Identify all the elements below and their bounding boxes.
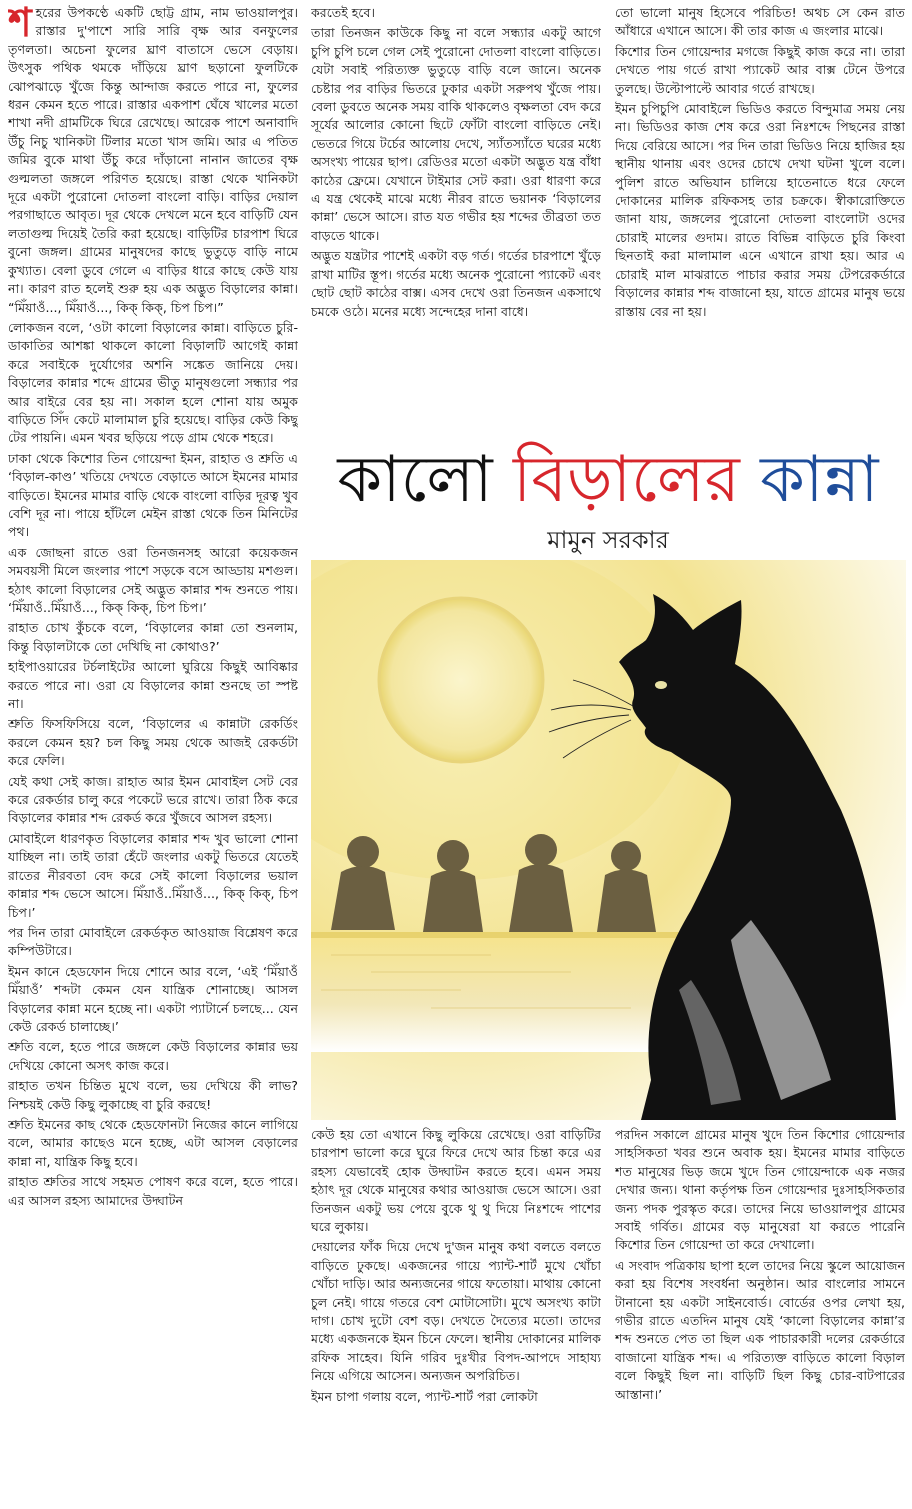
paragraph: তারা তিনজন কাউকে কিছু না বলে সন্ধ্যার একটু আগে চুপি চুপি চলে গেল সেই পুরোনো দোতলা বাংলো বাড়িতে। যেটা সবাই পরিত্যক্ত ভুতুড়ে বাড়ি বলে জানে। অনেক চেষ্টার পর বাড়ির ভিতরে ঢুকার একটা সরুপথ খুঁজে পায়। বেলা ডুবতে অনেক সময় বাকি থাকলেও বৃক্ষলতা বেদ করে সূর্যের আলোর কোনো ছিটে ফোঁটা বাংলো বাড়িতে নেই। ভেতরে গিয়ে টর্চের আলোয় দেখে, স্যাঁতস্যাঁতে ঘরের মধ্যে অসংখ্য পায়ের ছাপ। রেডিওর মতো একটা অদ্ভুত যন্ত্র বাঁধা কাঠের ফ্রেমে। যেখানে টাইমার সেট করা। ওরা ধারণা করে এ যন্ত্র থেকেই মাঝে মধ্যে নীরব রাতে ভয়ানক ‘বিড়ালের কান্না’ ভেসে আসে। রাত যত গভীর হয় শব্দের তীব্রতা তত বাড়তে থাকে। — [311, 25, 601, 243]
paragraph: শ্রুতি ইমনের কাছ থেকে হেডফোনটা নিজের কানে লাগিয়ে বলে, আমার কাছেও মনে হচ্ছে, এটা আসল বেড়ালের কান্না না, যান্ত্রিক কিছু হবে। — [8, 1116, 298, 1169]
paragraph: হরের উপকণ্ঠে একটি ছোট্ট গ্রাম, নাম ভাওয়ালপুর। রাস্তার দু'পাশে সারি সারি বৃক্ষ আর বনফুলের তৃণলতা। অচেনা ফুলের ঘ্রাণ বাতাসে ভেসে বেড়ায়। উৎসুক পথিক থমকে দাঁড়িয়ে ঘ্রাণ ছড়ানো ফুলটিকে ঝোপঝাড়ে খুঁজে কিন্তু আন্দাজ করতে পারে না, ফুলের ধরন কেমন হতে পারে। রাস্তার একপাশ ঘেঁষে খালের মতো শাখা নদী গ্রামটিকে ঘিরে রেখেছে। আরেক পাশে অনাবাদি উঁচু নিচু খানিকটা টিলার মতো খাস জমি। আর এ পতিত জমির বুকে মাথা উঁচু করে দাঁড়ানো নানান জাতের বৃক্ষ গুল্মলতা জঙ্গলে পরিণত হয়েছে। রাস্তা থেকে খানিকটা দূরে একটা পুরোনো দোতলা বাংলো বাড়ি। বাড়ির দেয়াল পরগাছাতে আবৃত। দূর থেকে দেখলে মনে হবে বাড়িটি যেন লতাগুল্ম দিয়েই তৈরি করা হয়েছে। বাড়িটির চারপাশ ঘিরে বুনো জঙ্গল। গ্রামের মানুষদের কাছে ভুতুড়ে বাড়ি নামে কুখ্যাত। বেলা ডুবে গেলে এ বাড়ির ধারে কাছে কেউ যায় না। কারণ রাত হলেই শুরু হয় এক অদ্ভুত বিড়ালের কান্না। “মিঁয়াওঁ..., মিঁয়াওঁ..., কিক্ কিক্, চিপ চিপ।” — [8, 5, 298, 315]
paragraph: কেউ হয় তো এখানে কিছু লুকিয়ে রেখেছে। ওরা বাড়িটির চারপাশ ভালো করে ঘুরে ফিরে দেখে আর চিন্তা করে এর রহস্য যেভাবেই হোক উদ্ঘাটন করতে হবে। এমন সময় হঠাৎ দূর থেকে মানুষের কথার আওয়াজ ভেসে আসে। ওরা তিনজন একটু ভয় পেয়ে বুকে থু থু দিয়ে নিঃশব্দে পাশের ঘরে লুকায়। — [311, 1127, 601, 1235]
paragraph: রাহাত তখন চিন্তিত মুখে বলে, ভয় দেখিয়ে কী লাভ? নিশ্চয়ই কেউ কিছু লুকাচ্ছে বা চুরি করছে! — [8, 1078, 298, 1112]
paragraph: লোকজন বলে, ‘ওটা কালো বিড়ালের কান্না। বাড়িতে চুরি-ডাকাতির আশঙ্কা থাকলে কালো বিড়ালটি আগেই কান্না করে সবাইকে দুর্যোগের অশনি সঙ্কেত জানিয়ে দেয়। বিড়ালের কান্নার শব্দে গ্রামের ভীতু মানুষগুলো সন্ধ্যার পর আর বাইরে বের হয় না। সকাল হলে শোনা যায় অমুক বাড়িতে সিঁদ কেটে মালামাল চুরি হয়েছে। বাড়ির কেউ কিছু টের পায়নি। এমন খবর ছড়িয়ে পড়ে গ্রাম থেকে শহরে। — [8, 319, 298, 446]
story-column-3-top — [615, 4, 905, 414]
paragraph: এ সংবাদ পত্রিকায় ছাপা হলে তাদের নিয়ে স্কুলে আয়োজন করা হয় বিশেষ সংবর্ধনা অনুষ্ঠান। আর বাংলোর সামনে টানানো হয় একটা সাইনবোর্ড। বোর্ডের ওপর লেখা হয়, গভীর রাতে এতদিন মানুষ যেই ‘কালো বিড়ালের কান্না’র শব্দ শুনতে পেত তা ছিল এক পাচারকারী দলের রেকর্ডারে বাজানো যান্ত্রিক শব্দ। এ পরিত্যক্ত বাড়িতে কালো বিড়াল বলে কিছুই ছিল না। বাড়িটি ছিল কিছু চোর-বাটপারের আস্তানা।’ — [615, 1257, 905, 1402]
story-column-3-bottom — [615, 1126, 905, 1504]
title-word-black: কালো — [337, 443, 493, 517]
paragraph: ইমন চুপিচুপি মোবাইলে ভিডিও করতে বিন্দুমাত্র সময় নেয় না। ভিডিওর কাজ শেষ করে ওরা নিঃশব্দে পিছনের রাস্তা দিয়ে বেরিয়ে আসে। পর দিন তারা ভিডিও নিয়ে হাজির হয় স্থানীয় থানায় এবং ওদের চোখে দেখা ঘটনা খুলে বলে। পুলিশ রাতে অভিযান চালিয়ে হাতেনাতে ধরে ফেলে দোকানের মালিক রফিকসহ তার চক্রকে। স্বীকারোক্তিতে জানা যায়, জঙ্গলের পুরোনো দোতলা বাংলোটা ওদের চোরাই মালের গুদাম। রাতে বিভিন্ন বাড়িতে চুরি কিংবা ছিনতাই করা মালামাল এনে এখানে রাখা হয়। আর এ চোরাই মাল মাঝরাতে পাচার করার সময় টেপরেকর্ডারে বিড়ালের কান্নার শব্দ বাজানো হয়, যাতে গ্রামের মানুষ ভয়ে রাস্তায় বের না হয়। — [615, 101, 905, 319]
paragraph: রাহাত চোখ কুঁচকে বলে, ‘বিড়ালের কান্না তো শুনলাম, কিন্তু বিড়ালটাকে তো দেখিছি না কোথাও?’ — [8, 620, 298, 654]
paragraph: যেই কথা সেই কাজ। রাহাত আর ইমন মোবাইল সেট বের করে রেকর্ডার চালু করে পকেটে ভরে রাখে। তারা ঠিক করে বিড়ালের কান্নার শব্দ রেকর্ড করে খুঁজবে আসল রহস্য। — [8, 773, 298, 826]
story-column-2-bottom — [311, 1126, 601, 1504]
paragraph: পরদিন সকালে গ্রামের মানুষ খুদে তিন কিশোর গোয়েন্দার সাহসিকতা খবর শুনে অবাক হয়। ইমনের মামার বাড়িতে শত মানুষের ভিড় জমে খুদে তিন গোয়েন্দাকে এক নজর দেখার জন্য। থানা কর্তৃপক্ষ তিন গোয়েন্দার দুঃসাহসিকতার জন্য পদক পুরস্কৃত করে। তাদের নিয়ে ভাওয়ালপুর গ্রামের সবাই গর্বিত। গ্রামের বড় মানুষেরা যা করতে পারেনি কিশোর তিন গোয়েন্দা তা করে দেখালো। — [615, 1127, 905, 1253]
cat-eye — [655, 681, 667, 689]
story-title — [311, 440, 905, 520]
paragraph: তো ভালো মানুষ হিসেবে পরিচিত! অথচ সে কেন রাত আঁধারে এখানে আসে। কী তার কাজ এ জংলার মাঝে। — [615, 5, 905, 39]
paragraph: করতেই হবে। — [311, 5, 375, 20]
paragraph: কিশোর তিন গোয়েন্দার মগজে কিছুই কাজ করে না। তারা দেখতে পায় গর্তে রাখা প্যাকেট আর বাক্স টেনে উপরে তুলছে। উল্টোপাল্টে আবার গর্তে রাখছে। — [615, 43, 905, 96]
river-bank — [311, 932, 731, 938]
paragraph: ইমন চাপা গলায় বলে, প্যান্ট-শার্ট পরা লোকটা — [311, 1388, 538, 1404]
title-word-red: বিড়ালের — [513, 443, 740, 517]
paragraph: ইমন কানে হেডফোন দিয়ে শোনে আর বলে, ‘এই ‘মিঁয়াওঁ মিঁয়াওঁ’ শব্দটা কেমন যেন যান্ত্রিক শোনাচ্ছে। আসল বিড়ালের কান্না মনে হচ্ছে না। একটা প্যাটার্নে চলছে... যেন কেউ রেকর্ড চালাচ্ছে।’ — [8, 963, 298, 1034]
drop-cap: শ — [8, 4, 32, 46]
paragraph: পর দিন তারা মোবাইলে রেকর্ডকৃত আওয়াজ বিশ্লেষণ করে কম্পিউটারে। — [8, 924, 298, 959]
title-word-blue: কান্না — [760, 443, 879, 517]
moon — [379, 598, 543, 762]
author-byline: মামুন সরকার — [547, 526, 669, 554]
paragraph: এক জোছনা রাতে ওরা তিনজনসহ আরো কয়েকজন সমবয়সী মিলে জংলার পাশে সড়কে বসে আড্ডায় মশগুল। হঠাৎ কালো বিড়ালের সেই অদ্ভুত কান্নার শব্দ শুনতে পায়। ‘মিঁয়াওঁ..মিঁয়াওঁ..., কিক্ কিক্, চিপ চিপ।’ — [8, 544, 298, 615]
paragraph: দেয়ালের ফাঁক দিয়ে দেখে দু'জন মানুষ কথা বলতে বলতে বাড়িতে ঢুকছে। একজনের গায়ে প্যান্ট-শার্ট মুখে খোঁচা খোঁচা দাড়ি। আর অন্যজনের গায়ে ফতোয়া। মাথায় কোনো চুল নেই। গায়ে গতরে বেশ মোটাসোটা। মুখে অসংখ্য কাটা দাগ। চোখ দুটো বেশ বড়। দেখতে দৈত্যের মতো। তাদের মধ্যে একজনকে ইমন চিনে ফেলে। স্থানীয় দোকানের মালিক রফিক সাহেব। যিনি গরিব দুঃখীর বিপদ-আপদে সাহায্য নিয়ে এগিয়ে আসেন। অন্যজন অপরিচিত। — [311, 1239, 601, 1384]
story-column-1 — [8, 4, 298, 1504]
story-column-2-top — [311, 4, 601, 414]
paragraph: শ্রুতি বলে, হতে পারে জঙ্গলে কেউ বিড়ালের কান্নার ভয় দেখিয়ে কোনো অসৎ কাজ করে। — [8, 1039, 298, 1073]
paragraph: রাহাত শ্রুতির সাথে সহমত পোষণ করে বলে, হতে পারে। এর আসল রহস্য আমাদের উদ্ঘাটন — [8, 1174, 298, 1208]
paragraph: শ্রুতি ফিসফিসিয়ে বলে, ‘বিড়ালের এ কান্নাটা রেকর্ডিং করলে কেমন হয়? চল কিছু সময় থেকে আজই রেকর্ডটা করে ফেলি। — [8, 716, 298, 769]
black-cat-moon-illustration — [311, 560, 906, 1120]
paragraph: ঢাকা থেকে কিশোর তিন গোয়েন্দা ইমন, রাহাত ও শ্রুতি এ ‘বিড়াল-কাণ্ড’ খতিয়ে দেখতে বেড়াতে আসে ইমনের মামার বাড়িতে। ইমনের মামার বাড়ি থেকে বাংলো বাড়ির দূরত্ব খুব বেশি দূর না। পায়ে হাঁটলে মেইন রাস্তা থেকে তিন মিনিটের পথ। — [8, 450, 298, 540]
paragraph: মোবাইলে ধারণকৃত বিড়ালের কান্নার শব্দ খুব ভালো শোনা যাচ্ছিল না। তাই তারা হেঁটে জংলার একটু ভিতরে যেতেই রাতের নীরবতা বেদ করে সেই কালো বিড়ালের ভয়াল কান্নার শব্দ ভেসে আসে। মিঁয়াওঁ..মিঁয়াওঁ..., কিক্ কিক্, চিপ চিপ।’ — [8, 830, 298, 920]
paragraph: হাইপাওয়ারের টর্চলাইটের আলো ঘুরিয়ে কিছুই আবিষ্কার করতে পারে না। ওরা যে বিড়ালের কান্না শুনছে তা স্পষ্ট না। — [8, 659, 298, 712]
paragraph: অদ্ভুত যন্ত্রটার পাশেই একটা বড় গর্ত। গর্তের চারপাশে খুঁড়ে রাখা মাটির স্তূপ। গর্তের মধ্যে অনেক পুরোনো প্যাকেট এবং ছোট ছোট কাঠের বাক্স। এসব দেখে ওরা তিনজন একসাথে চমকে ওঠে। মনের মধ্যে সন্দেহের দানা বাধে। — [311, 248, 601, 319]
